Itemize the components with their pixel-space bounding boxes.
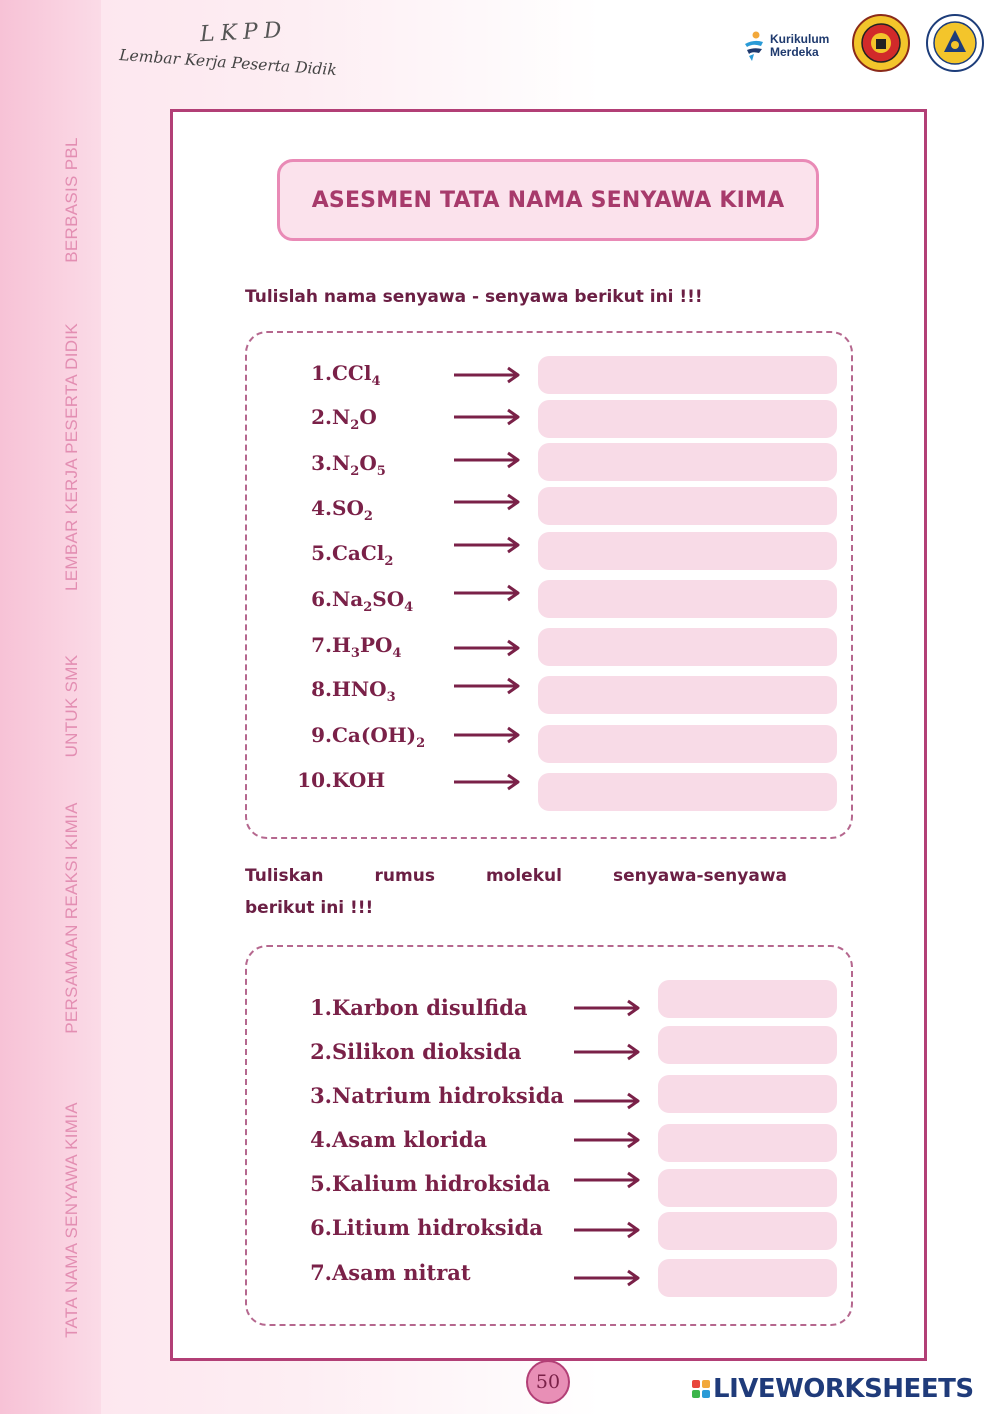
- compound-name-text: Kalium hidroksida: [332, 1171, 551, 1196]
- compound-formula: [296, 633, 401, 661]
- compound-name-text: Silikon dioksida: [332, 1039, 522, 1064]
- sidebar-label-berbasis-pbl: BERBASIS PBL: [62, 137, 81, 263]
- formula-text: SO: [332, 496, 364, 520]
- arrow-icon: [452, 583, 522, 603]
- kurikulum-merdeka-logo: [742, 30, 829, 62]
- arrow-icon: [452, 450, 522, 470]
- formula-text: N: [332, 405, 351, 429]
- answer-input[interactable]: [658, 1124, 837, 1162]
- formula-subscript: 3: [386, 690, 396, 705]
- answer-input[interactable]: [538, 532, 837, 570]
- arrow-icon: [572, 1042, 642, 1062]
- item-number: 7.: [310, 1260, 332, 1285]
- formula-subscript: 2: [350, 464, 360, 479]
- item-number: 8.: [311, 677, 332, 701]
- formula-text: CCl: [332, 361, 372, 385]
- arrow-icon: [452, 535, 522, 555]
- compound-name: [296, 1215, 543, 1240]
- formula-subscript: 2: [363, 509, 373, 524]
- item-number: 2.: [311, 405, 332, 429]
- answer-input[interactable]: [658, 1259, 837, 1297]
- item-number: 2.: [310, 1039, 332, 1064]
- page-number: 50: [526, 1360, 570, 1404]
- formula-subscript: 2: [363, 600, 373, 615]
- formula-subscript: 4: [392, 646, 402, 661]
- formula-subscript: 2: [416, 736, 426, 751]
- merdeka-text: Merdeka: [770, 45, 819, 59]
- compound-formula: [296, 405, 377, 433]
- sidebar-label-persamaan: PERSAMAAN REAKSI KIMIA: [62, 802, 81, 1034]
- formula-subscript: 2: [384, 554, 394, 569]
- compound-name-text: Asam klorida: [332, 1127, 488, 1152]
- compound-formula: [296, 361, 380, 389]
- item-number: 4.: [311, 496, 332, 520]
- lkpd-heading: LKPD: [199, 17, 289, 48]
- compound-name-text: Litium hidroksida: [332, 1215, 543, 1240]
- sidebar-label-lkpd: LEMBAR KERJA PESERTA DIDIK: [62, 323, 81, 591]
- formula-subscript: 4: [371, 374, 381, 389]
- answer-input[interactable]: [538, 676, 837, 714]
- item-number: 4.: [310, 1127, 332, 1152]
- compound-formula: [296, 451, 386, 479]
- formula-text: PO: [359, 633, 393, 657]
- arrow-icon: [572, 1130, 642, 1150]
- answer-input[interactable]: [538, 487, 837, 525]
- compound-formula: [296, 723, 425, 751]
- formula-text: Ca(OH): [332, 723, 417, 747]
- item-number: 9.: [311, 723, 332, 747]
- item-number: 7.: [311, 633, 332, 657]
- compound-name: [296, 1171, 550, 1196]
- compound-name-text: Karbon disulfida: [332, 995, 528, 1020]
- arrow-icon: [572, 1091, 642, 1111]
- sidebar: [0, 0, 101, 1414]
- answer-input[interactable]: [538, 356, 837, 394]
- arrow-icon: [452, 772, 522, 792]
- answer-input[interactable]: [538, 443, 837, 481]
- page-title: ASESMEN TATA NAMA SENYAWA KIMA: [311, 187, 785, 213]
- school-seal-icon: [852, 14, 910, 72]
- arrow-icon: [572, 1220, 642, 1240]
- compound-formula: [296, 496, 373, 524]
- formula-text: KOH: [332, 768, 386, 792]
- formula-text: Na: [332, 587, 364, 611]
- section1-instruction: Tulislah nama senyawa - senyawa berikut ini !!!: [245, 287, 703, 307]
- section2-instruction-line1: Tuliskan rumus molekul senyawa-senyawa: [245, 866, 787, 886]
- arrow-icon: [452, 725, 522, 745]
- compound-formula: [296, 541, 393, 569]
- liveworksheets-brand: LIVEWORKSHEETS: [713, 1374, 974, 1404]
- answer-input[interactable]: [538, 400, 837, 438]
- item-number: 3.: [311, 451, 332, 475]
- compound-name: [296, 995, 527, 1020]
- item-number: 1.: [311, 361, 332, 385]
- item-number: 5.: [310, 1171, 332, 1196]
- kurikulum-text: Kurikulum: [770, 32, 830, 46]
- arrow-icon: [572, 998, 642, 1018]
- compound-name: [296, 1039, 522, 1064]
- compound-name: [296, 1127, 487, 1152]
- formula-subscript: 2: [350, 418, 360, 433]
- lkpd-subtitle: Lembar Kerja Peserta Didik: [118, 46, 338, 80]
- answer-input[interactable]: [538, 773, 837, 811]
- formula-text: HNO: [332, 677, 387, 701]
- item-number: 6.: [310, 1215, 332, 1240]
- compound-name-text: Asam nitrat: [332, 1260, 471, 1285]
- formula-text: SO: [372, 587, 405, 611]
- arrow-icon: [572, 1268, 642, 1288]
- item-number: 3.: [310, 1083, 332, 1108]
- answer-input[interactable]: [658, 980, 837, 1018]
- item-number: 10.: [297, 768, 332, 792]
- arrow-icon: [452, 676, 522, 696]
- liveworksheets-logo: [692, 1374, 974, 1404]
- compound-formula: [296, 587, 413, 615]
- formula-text: H: [332, 633, 351, 657]
- arrow-icon: [452, 638, 522, 658]
- answer-input[interactable]: [658, 1212, 837, 1250]
- unp-seal-icon: [926, 14, 984, 72]
- liveworksheets-icon: [692, 1380, 710, 1398]
- formula-text: O: [359, 451, 377, 475]
- formula-subscript: 5: [376, 464, 386, 479]
- answer-input[interactable]: [658, 1169, 837, 1207]
- answer-input[interactable]: [538, 725, 837, 763]
- kurikulum-merdeka-icon: [742, 30, 766, 62]
- arrow-icon: [452, 365, 522, 385]
- formula-subscript: 4: [404, 600, 414, 615]
- arrow-icon: [452, 407, 522, 427]
- formula-subscript: 3: [350, 646, 360, 661]
- compound-name: [296, 1083, 564, 1108]
- sidebar-label-tata-nama: TATA NAMA SENYAWA KIMIA: [62, 1102, 81, 1338]
- arrow-icon: [452, 492, 522, 512]
- compound-formula: [296, 677, 396, 705]
- compound-name-text: Natrium hidroksida: [332, 1083, 564, 1108]
- compound-name: [296, 1260, 471, 1285]
- sidebar-label-untuk-smk: UNTUK SMK: [62, 654, 81, 758]
- formula-text: N: [332, 451, 351, 475]
- item-number: 1.: [310, 995, 332, 1020]
- item-number: 6.: [311, 587, 332, 611]
- item-number: 5.: [311, 541, 332, 565]
- section2-instruction-line2: berikut ini !!!: [245, 898, 374, 918]
- compound-formula: [296, 768, 385, 792]
- answer-input[interactable]: [538, 580, 837, 618]
- formula-text: CaCl: [332, 541, 385, 565]
- arrow-icon: [572, 1170, 642, 1190]
- formula-text: O: [359, 405, 377, 429]
- answer-input[interactable]: [658, 1075, 837, 1113]
- answer-input[interactable]: [658, 1026, 837, 1064]
- title-banner: [277, 159, 819, 241]
- answer-input[interactable]: [538, 628, 837, 666]
